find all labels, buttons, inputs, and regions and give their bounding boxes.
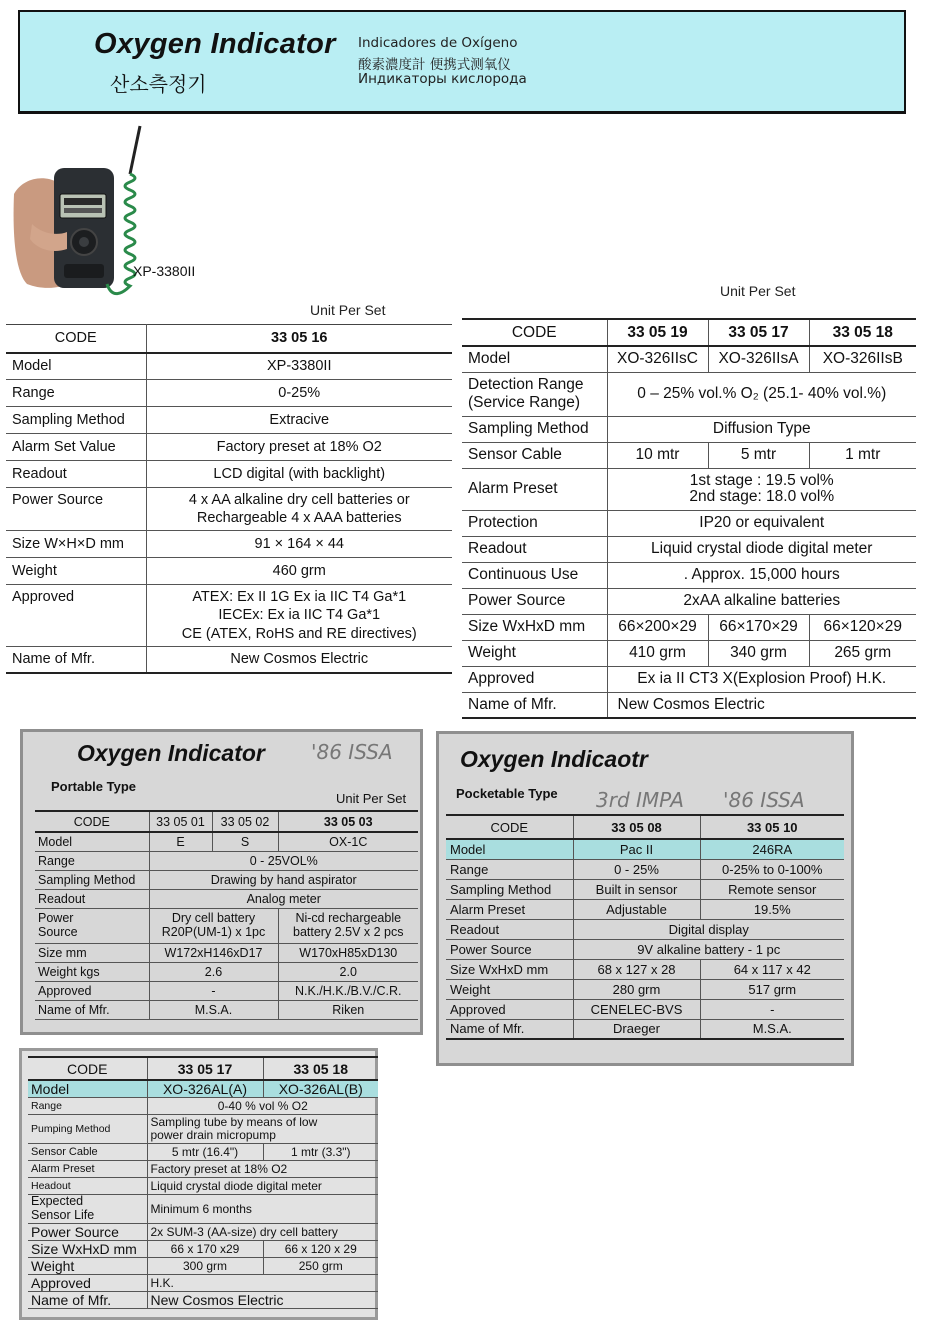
value-cell: Minimum 6 months	[147, 1195, 378, 1224]
table-row	[35, 870, 418, 889]
row-label: Name of Mfr.	[35, 1000, 149, 1019]
value-cell: Riken	[278, 1000, 418, 1019]
subtitle-chinese: 酸素濃度計 便携式测氧仪	[358, 57, 511, 73]
code-cell: 33 05 08	[573, 815, 700, 839]
table-row	[462, 562, 916, 588]
row-label: Headout	[28, 1178, 147, 1195]
xo326al-panel	[19, 1048, 378, 1320]
row-label: Size WxHxD mm	[462, 614, 607, 640]
value-cell: 0-25% to 0-100%	[700, 859, 844, 879]
row-label: Alarm Preset	[462, 468, 607, 510]
table-row	[446, 859, 844, 879]
table-row	[35, 981, 418, 1000]
row-label: Protection	[462, 510, 607, 536]
table-row	[28, 1080, 378, 1098]
value-cell: 2.0	[278, 962, 418, 981]
value-cell: 66×200×29	[607, 614, 708, 640]
value-cell: Liquid crystal diode digital meter	[607, 536, 916, 562]
code-cell: 33 05 18	[263, 1057, 378, 1080]
value-cell: New Cosmos Electric	[146, 646, 452, 673]
table-row	[462, 588, 916, 614]
model-cell: XO-326IIsB	[809, 346, 916, 372]
spec-table-portable	[35, 810, 418, 1020]
value-cell: XP-3380II	[146, 353, 452, 380]
row-label: Readout	[35, 889, 149, 908]
table-row	[28, 1195, 378, 1224]
code-cell: 33 05 17	[708, 319, 809, 346]
row-label: Size mm	[35, 943, 149, 962]
subtitle-spanish: Indicadores de Oxígeno	[358, 35, 518, 51]
value-cell: IP20 or equivalent	[607, 510, 916, 536]
unit-per-set-label-1: Unit Per Set	[310, 302, 386, 318]
value-cell: New Cosmos Electric	[147, 1292, 378, 1309]
value-cell: 300 grm	[147, 1258, 263, 1275]
value-cell: Drawing by hand aspirator	[149, 870, 418, 889]
value-cell: 0-25%	[146, 380, 452, 407]
panel-type: Pocketable Type	[456, 786, 558, 801]
value-cell: Adjustable	[573, 899, 700, 919]
table-row	[6, 461, 452, 488]
value-cell: New Cosmos Electric	[607, 692, 916, 718]
value-cell: Analog meter	[149, 889, 418, 908]
table-row	[28, 1224, 378, 1241]
table-row	[446, 1019, 844, 1039]
value-cell: 19.5%	[700, 899, 844, 919]
value-cell: W172xH146xD17	[149, 943, 278, 962]
table-row	[462, 510, 916, 536]
value-cell: 1st stage : 19.5 vol% 2nd stage: 18.0 vol%	[607, 468, 916, 510]
row-label: Sensor Cable	[462, 442, 607, 468]
row-label: Range	[28, 1098, 147, 1115]
row-label: Power Source	[446, 939, 573, 959]
value-cell: Diffusion Type	[607, 416, 916, 442]
row-label: Readout	[446, 919, 573, 939]
panel-stamp: '86 ISSA	[311, 740, 393, 764]
row-label: Continuous Use	[462, 562, 607, 588]
value-cell: Extracive	[146, 407, 452, 434]
value-cell: 66×170×29	[708, 614, 809, 640]
table-row	[6, 434, 452, 461]
row-label: Approved	[28, 1275, 147, 1292]
spec-table-xp3380	[6, 324, 452, 674]
value-cell: 410 grm	[607, 640, 708, 666]
table-row	[6, 488, 452, 531]
table-row	[28, 1057, 378, 1080]
table-row	[462, 640, 916, 666]
pocketable-type-panel	[436, 731, 854, 1066]
page-title: Oxygen Indicator	[94, 28, 336, 60]
row-label: Alarm Preset	[446, 899, 573, 919]
value-cell: CENELEC-BVS	[573, 999, 700, 1019]
row-label: Size WxHxD mm	[28, 1241, 147, 1258]
table-row	[35, 832, 418, 851]
value-cell: . Approx. 15,000 hours	[607, 562, 916, 588]
table-row	[462, 692, 916, 718]
table-row	[462, 372, 916, 416]
value-cell: 2.6	[149, 962, 278, 981]
value-cell: 66×120×29	[809, 614, 916, 640]
value-cell: 0 - 25%	[573, 859, 700, 879]
value-cell: Factory preset at 18% O2	[146, 434, 452, 461]
row-label: Approved	[6, 585, 146, 646]
row-label: Sampling Method	[462, 416, 607, 442]
value-cell: Factory preset at 18% O2	[147, 1161, 378, 1178]
model-cell: OX-1C	[278, 832, 418, 851]
table-row	[446, 919, 844, 939]
table-row	[446, 815, 844, 839]
row-label: Size WxHxD mm	[446, 959, 573, 979]
row-label: Name of Mfr.	[6, 646, 146, 673]
value-cell: Digital display	[573, 919, 844, 939]
value-cell: LCD digital (with backlight)	[146, 461, 452, 488]
table-row	[462, 666, 916, 692]
value-cell: M.S.A.	[149, 1000, 278, 1019]
value-cell: 64 x 117 x 42	[700, 959, 844, 979]
row-label: Weight	[28, 1258, 147, 1275]
value-cell: 5 mtr	[708, 442, 809, 468]
value-cell: 66 x 120 x 29	[263, 1241, 378, 1258]
value-cell: Liquid crystal diode digital meter	[147, 1178, 378, 1195]
table-row	[446, 999, 844, 1019]
value-cell: 517 grm	[700, 979, 844, 999]
panel-title: Oxygen Indicator	[77, 740, 265, 766]
value-cell: W170xH85xD130	[278, 943, 418, 962]
row-label: Model	[28, 1080, 147, 1098]
value-cell: 91 × 164 × 44	[146, 531, 452, 558]
row-label: Readout	[462, 536, 607, 562]
header-banner	[18, 10, 906, 114]
row-label: Size W×H×D mm	[6, 531, 146, 558]
value-cell: -	[149, 981, 278, 1000]
value-cell: 340 grm	[708, 640, 809, 666]
table-row	[28, 1292, 378, 1309]
value-cell: 5 mtr (16.4")	[147, 1144, 263, 1161]
value-cell: 1 mtr (3.3")	[263, 1144, 378, 1161]
value-cell: 265 grm	[809, 640, 916, 666]
row-label: Weight kgs	[35, 962, 149, 981]
row-label: Model	[35, 832, 149, 851]
value-cell: Remote sensor	[700, 879, 844, 899]
code-label: CODE	[462, 319, 607, 346]
panel-stamp: '86 ISSA	[723, 788, 805, 812]
table-row	[28, 1241, 378, 1258]
table-row	[6, 380, 452, 407]
table-row	[6, 585, 452, 646]
value-cell: Ni-cd rechargeable battery 2.5V x 2 pcs	[278, 908, 418, 943]
row-label: Alarm Set Value	[6, 434, 146, 461]
panel-type: Portable Type	[51, 779, 137, 794]
value-cell: ATEX: Ex II 1G Ex ia IIC T4 Ga*1 IECEx: Ex ia IIC T4 Ga*1 CE (ATEX, RoHS and RE directives)	[146, 585, 452, 646]
value-cell: 250 grm	[263, 1258, 378, 1275]
code-cell: 33 05 17	[147, 1057, 263, 1080]
value-cell: 68 x 127 x 28	[573, 959, 700, 979]
model-cell: XO-326IIsC	[607, 346, 708, 372]
table-row	[462, 319, 916, 346]
row-label: Weight	[6, 558, 146, 585]
value-cell: 0 – 25% vol.% O₂ (25.1- 40% vol.%)	[607, 372, 916, 416]
value-cell: Built in sensor	[573, 879, 700, 899]
subtitle-russian: Индикаторы кислорода	[358, 71, 527, 87]
value-cell: 4 x AA alkaline dry cell batteries or Rechargeable 4 x AAA batteries	[146, 488, 452, 531]
table-row	[446, 959, 844, 979]
table-row	[28, 1115, 378, 1144]
panel-title: Oxygen Indicaotr	[460, 746, 648, 772]
code-cell: 33 05 02	[212, 811, 278, 832]
spec-table-xo326ii	[462, 318, 916, 719]
row-label: Approved	[462, 666, 607, 692]
table-row	[462, 442, 916, 468]
table-row	[446, 839, 844, 859]
unit-per-set-label-3: Unit Per Set	[336, 791, 407, 806]
row-label: Model	[6, 353, 146, 380]
row-label: Power Source	[28, 1224, 147, 1241]
table-row	[28, 1098, 378, 1115]
row-label: Readout	[6, 461, 146, 488]
row-label: Approved	[446, 999, 573, 1019]
table-row	[446, 979, 844, 999]
table-row	[462, 536, 916, 562]
table-row	[28, 1178, 378, 1195]
table-row	[6, 407, 452, 434]
model-cell: E	[149, 832, 212, 851]
table-row	[28, 1275, 378, 1292]
row-label: Detection Range (Service Range)	[462, 372, 607, 416]
value-cell: Draeger	[573, 1019, 700, 1039]
table-row	[462, 346, 916, 372]
value-cell: -	[700, 999, 844, 1019]
code-label: CODE	[35, 811, 149, 832]
table-row	[6, 353, 452, 380]
table-row	[462, 416, 916, 442]
table-row	[6, 558, 452, 585]
code-cell: 33 05 03	[278, 811, 418, 832]
table-row	[35, 1000, 418, 1019]
value-cell: N.K./H.K./B.V./C.R.	[278, 981, 418, 1000]
table-row	[6, 325, 452, 353]
row-label: Weight	[446, 979, 573, 999]
row-label: Power Source	[6, 488, 146, 531]
value-cell: 460 grm	[146, 558, 452, 585]
row-label: Power Source	[35, 908, 149, 943]
code-cell: 33 05 10	[700, 815, 844, 839]
model-cell: XO-326AL(A)	[147, 1080, 263, 1098]
table-row	[35, 851, 418, 870]
row-label: Range	[6, 380, 146, 407]
row-label: Sampling Method	[35, 870, 149, 889]
row-label: Expected Sensor Life	[28, 1195, 147, 1224]
row-label: Range	[446, 859, 573, 879]
code-cell: 33 05 16	[146, 325, 452, 353]
row-label: Alarm Preset	[28, 1161, 147, 1178]
portable-type-panel	[20, 729, 423, 1035]
product-photo-label: XP-3380II	[133, 263, 196, 279]
value-cell: Ex ia II CT3 X(Explosion Proof) H.K.	[607, 666, 916, 692]
table-row	[446, 879, 844, 899]
table-row	[28, 1161, 378, 1178]
row-label: Power Source	[462, 588, 607, 614]
value-cell: 2x SUM-3 (AA-size) dry cell battery	[147, 1224, 378, 1241]
row-label: Pumping Method	[28, 1115, 147, 1144]
value-cell: Dry cell battery R20P(UM-1) x 1pc	[149, 908, 278, 943]
unit-per-set-label-2: Unit Per Set	[720, 283, 796, 299]
value-cell: 1 mtr	[809, 442, 916, 468]
row-label: Sampling Method	[6, 407, 146, 434]
table-row	[462, 614, 916, 640]
row-label: Approved	[35, 981, 149, 1000]
value-cell: Pac II	[573, 839, 700, 859]
value-cell: 0 - 25VOL%	[149, 851, 418, 870]
value-cell: H.K.	[147, 1275, 378, 1292]
value-cell: Sampling tube by means of low power drain micropump	[147, 1115, 378, 1144]
row-label: Model	[446, 839, 573, 859]
value-cell: 0-40 % vol % O2	[147, 1098, 378, 1115]
model-cell: S	[212, 832, 278, 851]
code-label: CODE	[446, 815, 573, 839]
spec-table-xo326al	[28, 1056, 378, 1309]
table-row	[446, 939, 844, 959]
table-row	[6, 646, 452, 673]
value-cell: 2xAA alkaline batteries	[607, 588, 916, 614]
row-label: Name of Mfr.	[28, 1292, 147, 1309]
page-title-korean: 산소측정기	[110, 72, 207, 96]
row-label: Model	[462, 346, 607, 372]
table-row	[28, 1144, 378, 1161]
model-cell: XO-326IIsA	[708, 346, 809, 372]
code-label: CODE	[6, 325, 146, 353]
table-row	[35, 962, 418, 981]
table-row	[28, 1258, 378, 1275]
value-cell: 246RA	[700, 839, 844, 859]
model-cell: XO-326AL(B)	[263, 1080, 378, 1098]
value-cell: 9V alkaline battery - 1 pc	[573, 939, 844, 959]
value-cell: 10 mtr	[607, 442, 708, 468]
value-cell: M.S.A.	[700, 1019, 844, 1039]
table-row	[462, 468, 916, 510]
panel-stamp: 3rd IMPA	[596, 788, 684, 812]
value-cell: 66 x 170 x29	[147, 1241, 263, 1258]
table-row	[35, 889, 418, 908]
table-row	[446, 899, 844, 919]
row-label: Weight	[462, 640, 607, 666]
code-cell: 33 05 18	[809, 319, 916, 346]
table-row	[35, 908, 418, 943]
code-cell: 33 05 19	[607, 319, 708, 346]
code-label: CODE	[28, 1057, 147, 1080]
row-label: Name of Mfr.	[462, 692, 607, 718]
value-cell: 280 grm	[573, 979, 700, 999]
table-row	[35, 811, 418, 832]
row-label: Name of Mfr.	[446, 1019, 573, 1039]
row-label: Sensor Cable	[28, 1144, 147, 1161]
table-row	[6, 531, 452, 558]
code-cell: 33 05 01	[149, 811, 212, 832]
row-label: Range	[35, 851, 149, 870]
spec-table-pocketable	[446, 814, 844, 1040]
row-label: Sampling Method	[446, 879, 573, 899]
table-row	[35, 943, 418, 962]
